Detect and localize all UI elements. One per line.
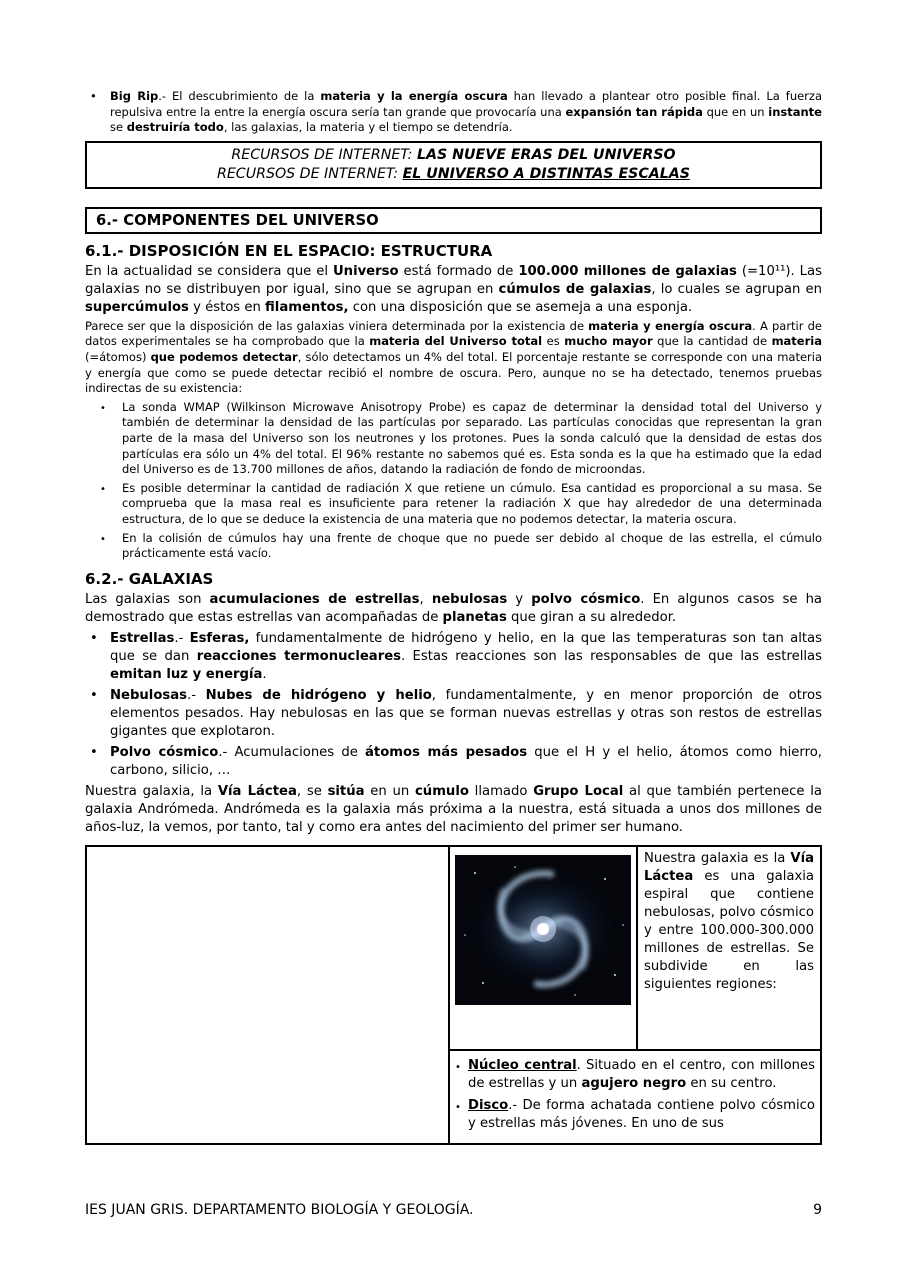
table-cell-description (638, 847, 820, 1049)
disco-text: Disco.- De forma achatada contiene polvo cósmico y estrellas más jóvenes. En uno de sus (468, 1097, 815, 1131)
paragraph-galaxies-intro: Las galaxias son acumulaciones de estrellas, nebulosas y polvo cósmico. En algunos casos se ha demostrado que estas estrellas van acompañadas de planetas que giran a su alrededor. (85, 591, 823, 625)
section-6-2-heading: 6.2.- GALAXIAS (85, 569, 214, 588)
collision-text: En la colisión de cúmulos hay una frente de choque que no puede ser debido al choque de las estrella, el cúmulo prácticamente está vacío. (122, 530, 822, 561)
polvo-cosmico-text: Polvo cósmico.- Acumulaciones de átomos más pesados que el H y el helio, átomos como hierro, carbono, silicio, … (110, 744, 822, 778)
paragraph-via-lactea: Nuestra galaxia, la Vía Láctea, se sitúa en un cúmulo llamado Grupo Local al que también pertenece la galaxia Andrómeda. Andrómeda es la galaxia más próxima a la nuestra, está situada a unos dos millones de años-luz, la vemos, por tanto, tal y como era antes del nacimiento del primer ser humano. (85, 783, 822, 835)
list-item-polvo-cosmico (85, 744, 822, 780)
page-number: 9 (813, 1202, 822, 1218)
via-lactea-description: Nuestra galaxia es la Vía Láctea es una galaxia espiral que contiene nebulosas, polvo cósmico y entre 100.000-300.000 millones de estrellas. Se subdivide en las siguientes regiones: (644, 850, 814, 992)
table-cell-empty (87, 847, 450, 1143)
list-item-wmap (85, 400, 822, 478)
big-rip-text: Big Rip.- El descubrimiento de la materia y la energía oscura han llevado a plantear otro posible final. La fuerza repulsiva entre la entre la energía oscura sería tan grande que provocaría una expansión tan rápida que en un instante se destruiría todo, las galaxias, la materia y el tiempo se detendría. (110, 89, 822, 135)
nebulosas-text: Nebulosas.- Nubes de hidrógeno y helio, fundamentalmente, y en menor proporción de otros elementos pesados. Hay nebulosas en las que se forman nuevas estrellas y otras son restos de estrellas gigantes que explotaron. (110, 687, 822, 739)
bullet-marker: • (90, 89, 97, 103)
table-cell-regions (450, 1049, 820, 1143)
bullet-marker: • (90, 744, 98, 760)
xray-text: Es posible determinar la cantidad de radiación X que retiene un cúmulo. Esa cantidad es proporcional a su masa. Se comprueba que la masa real es insuficiente para retener la radiación X que hay alrededor de una determinada estructura, de lo que se deduce la existencia de una materia que no podemos detectar, la materia oscura. (122, 480, 822, 526)
section-6-1-heading: 6.1.- DISPOSICIÓN EN EL ESPACIO: ESTRUCTURA (85, 241, 493, 260)
wmap-text: La sonda WMAP (Wilkinson Microwave Anisotropy Probe) es capaz de determinar la densidad total del Universo y también de determinar la densidad de las partículas por separado. Las partículas conocidas que representan la gran parte de la masa del Universo son los neutrones y los protones. Pues la sonda calculó que la densidad de estas dos partículas era sólo un 4% del total. El 96% restante no sabemos qué es. Esta sonda es la que ha estimado que la edad del Universo es de 13.700 millones de años, datando la radiación de fondo de microondas. (122, 399, 822, 477)
paragraph-universe-structure: En la actualidad se considera que el Universo está formado de 100.000 millones de galaxias (=10¹¹). Las galaxias no se distribuyen por igual, sino que se agrupan en cúmulos de galaxias, lo cuales se agrupan en supercúmulos y éstos en filamentos, con una disposición que se asemeja a una esponja. (85, 263, 822, 315)
list-item-nucleo-central (452, 1057, 815, 1093)
estrellas-text: Estrellas.- Esferas, fundamentalmente de hidrógeno y helio, en la que las temperaturas son tan altas que se dan reacciones termonucleares. Estas reacciones son las responsables de que las estrellas emitan luz y energía. (110, 630, 822, 682)
nucleo-central-text: Núcleo central. Situado en el centro, con millones de estrellas y un agujero negro en su centro. (468, 1057, 815, 1091)
bullet-marker: • (100, 402, 106, 414)
bullet-marker: • (90, 687, 98, 703)
internet-resources-box (85, 141, 822, 189)
page-footer (85, 1202, 822, 1218)
list-item-xray (85, 481, 822, 528)
list-item-disco (452, 1097, 815, 1133)
resource-line-1: RECURSOS DE INTERNET: LAS NUEVE ERAS DEL UNIVERSO (231, 146, 676, 163)
resource-line-2: RECURSOS DE INTERNET: EL UNIVERSO A DISTINTAS ESCALAS (216, 165, 690, 182)
bullet-marker: • (100, 533, 106, 545)
galaxy-table (85, 845, 822, 1145)
table-cell-image (450, 847, 638, 1049)
bullet-marker: • (455, 1061, 461, 1073)
section-6-heading: 6.- COMPONENTES DEL UNIVERSO (85, 207, 822, 234)
paragraph-dark-matter: Parece ser que la disposición de las galaxias viniera determinada por la existencia de materia y energía oscura. A partir de datos experimentales se ha comprobado que la materia del Universo total es mucho mayor que la cantidad de materia (=átomos) que podemos detectar, sólo detectamos un 4% del total. El porcentaje restante se corresponde con una materia y energía que como se puede detectar recibió el nombre de oscura. Pero, aunque no se ha detectado, tenemos pruebas indirectas de su existencia: (85, 318, 823, 396)
bullet-marker: • (100, 483, 106, 495)
bullet-marker: • (90, 630, 98, 646)
bullet-marker: • (455, 1101, 461, 1113)
list-item-estrellas (85, 630, 822, 684)
document-page (85, 86, 822, 1145)
footer-department: IES JUAN GRIS. DEPARTAMENTO BIOLOGÍA Y GEOLOGÍA. (85, 1202, 474, 1218)
spiral-galaxy-image (455, 855, 631, 1005)
list-item-big-rip (85, 89, 822, 136)
list-item-nebulosas (85, 687, 822, 741)
list-item-collision (85, 531, 822, 562)
